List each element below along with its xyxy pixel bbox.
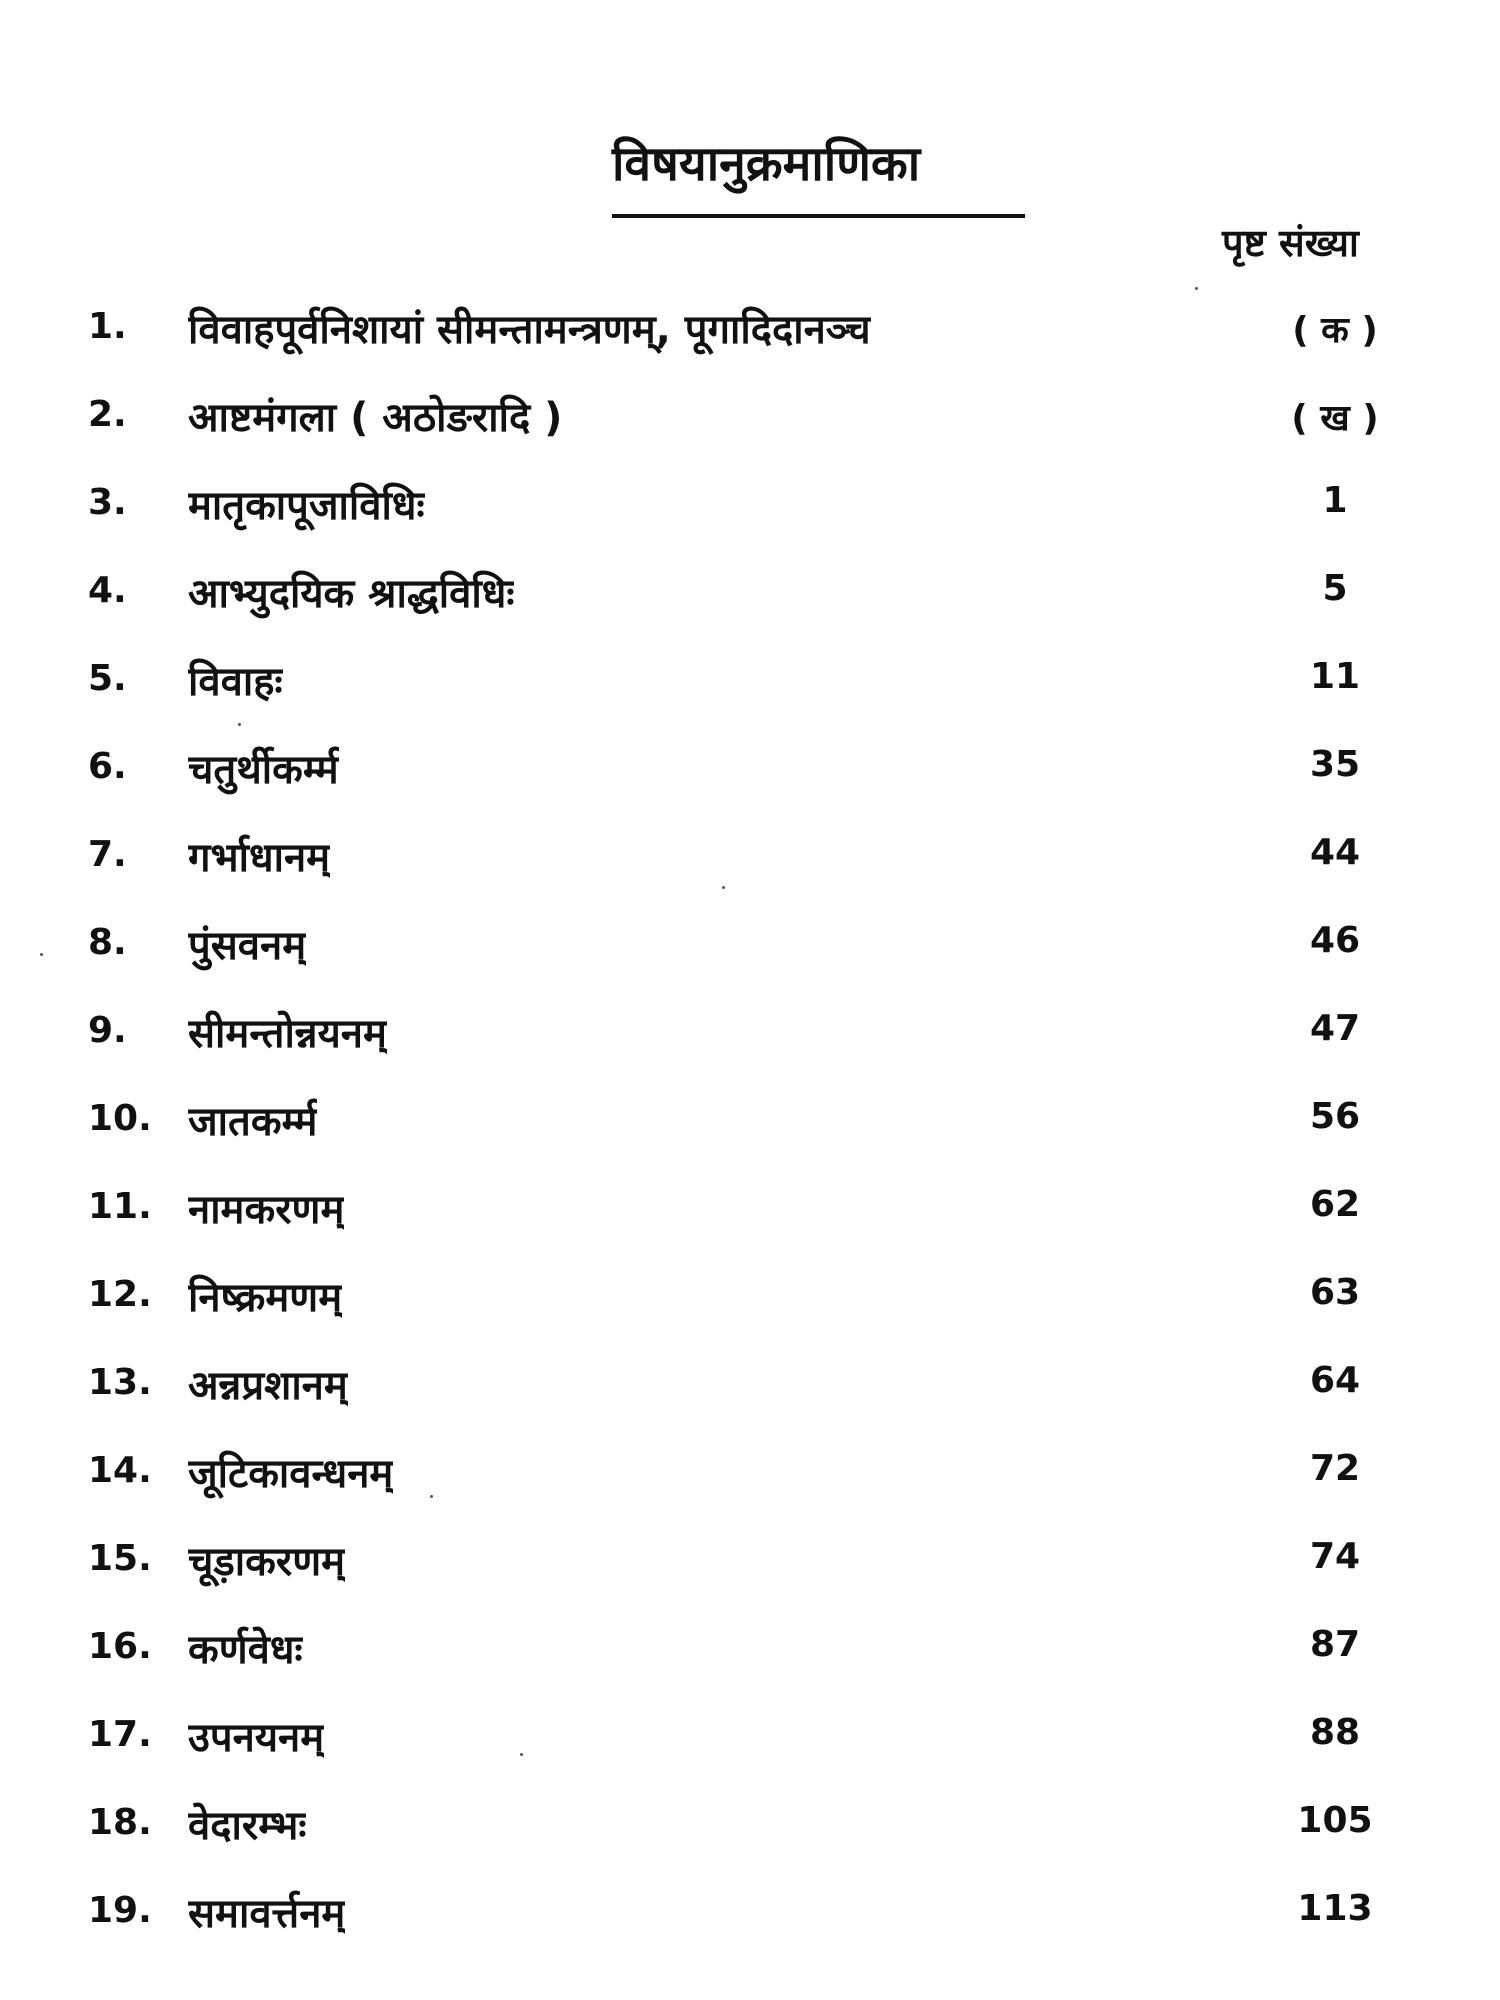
toc-entry-page: ( ख )	[1291, 398, 1379, 439]
toc-entry-title: जातकर्म्म	[188, 1099, 318, 1145]
scan-speck	[520, 1753, 523, 1756]
toc-entry-page: 62	[1309, 1184, 1361, 1225]
toc-entry-page: 35	[1309, 744, 1361, 785]
toc-entry-title: मातृकापूजाविधिः	[188, 483, 425, 529]
toc-entry-number: 2.	[88, 394, 127, 435]
toc-entry	[0, 1436, 1500, 1524]
toc-entry-page: 1	[1322, 480, 1348, 521]
scan-speck	[1195, 287, 1198, 290]
toc-entry-title: निष्क्रमणम्	[188, 1275, 343, 1321]
toc-entry-page: 56	[1309, 1096, 1361, 1137]
toc-entry	[0, 908, 1500, 996]
toc-entry	[0, 1084, 1500, 1172]
toc-entry	[0, 1612, 1500, 1700]
toc-entry	[0, 1700, 1500, 1788]
toc-entry-number: 13.	[88, 1362, 152, 1403]
toc-entry-page: 113	[1297, 1888, 1373, 1929]
toc-entry-title: चतुर्थीकर्म्म	[188, 747, 339, 793]
toc-entry-page: 64	[1309, 1360, 1361, 1401]
toc-entry	[0, 1876, 1500, 1964]
toc-entry-title: उपनयनम्	[188, 1715, 325, 1761]
toc-entry	[0, 1348, 1500, 1436]
toc-entry	[0, 732, 1500, 820]
toc-entry-title: जूटिकावन्धनम्	[188, 1451, 394, 1497]
toc-entry-page: 5	[1322, 568, 1348, 609]
title-underline	[612, 214, 1025, 218]
toc-entry-page: 44	[1309, 832, 1361, 873]
toc-entry-number: 8.	[88, 922, 127, 963]
toc-entry-number: 4.	[88, 570, 127, 611]
toc-entry-page: 74	[1309, 1536, 1361, 1577]
toc-entry-page: 72	[1309, 1448, 1361, 1489]
toc-entry-title: पुंसवनम्	[188, 923, 307, 969]
toc-entry-number: 11.	[88, 1186, 152, 1227]
toc-entry	[0, 1172, 1500, 1260]
toc-entry-number: 1.	[88, 306, 127, 347]
toc-entry-number: 10.	[88, 1098, 152, 1139]
toc-entry-number: 9.	[88, 1010, 127, 1051]
toc-entry	[0, 1788, 1500, 1876]
toc-entry-title: चूड़ाकरणम्	[188, 1539, 346, 1585]
toc-entry	[0, 556, 1500, 644]
page-title: विषयानुक्रमाणिका	[612, 136, 921, 192]
toc-entry	[0, 820, 1500, 908]
scan-speck	[40, 953, 43, 956]
toc-entry-number: 7.	[88, 834, 127, 875]
toc-entry-title: वेदारम्भः	[188, 1803, 307, 1849]
toc-entry-number: 17.	[88, 1714, 152, 1755]
toc-entry-number: 14.	[88, 1450, 152, 1491]
toc-entry-title: समावर्त्तनम्	[188, 1891, 346, 1937]
toc-entry	[0, 644, 1500, 732]
toc-entry-title: अन्नप्रशानम्	[188, 1363, 348, 1409]
toc-entry-number: 16.	[88, 1626, 152, 1667]
toc-entry-number: 12.	[88, 1274, 152, 1315]
toc-entry-page: 105	[1297, 1800, 1373, 1841]
scan-speck	[238, 723, 241, 726]
toc-entry-page: 46	[1309, 920, 1361, 961]
toc-entry-title: कर्णवेधः	[188, 1627, 303, 1673]
toc-entry-title: विवाहः	[188, 659, 283, 705]
toc-entry-page: ( क )	[1292, 310, 1378, 351]
toc-entry	[0, 380, 1500, 468]
toc-entry	[0, 1524, 1500, 1612]
toc-entry-page: 63	[1309, 1272, 1361, 1313]
scan-speck	[722, 886, 725, 889]
page-number-column-label: पृष्ट संख्या	[1222, 221, 1359, 265]
toc-entry-title: गर्भाधानम्	[188, 835, 331, 881]
toc-entry-title: सीमन्तोन्नयनम्	[188, 1011, 387, 1057]
toc-entry-title: आभ्युदयिक श्राद्धविधिः	[188, 571, 515, 617]
toc-entry-number: 5.	[88, 658, 127, 699]
toc-entry-page: 87	[1309, 1624, 1361, 1665]
toc-entry-title: नामकरणम्	[188, 1187, 345, 1233]
table-of-contents	[0, 292, 1500, 1964]
toc-entry	[0, 468, 1500, 556]
toc-entry-number: 15.	[88, 1538, 152, 1579]
toc-entry-number: 6.	[88, 746, 127, 787]
toc-entry	[0, 1260, 1500, 1348]
toc-entry-title: विवाहपूर्वनिशायां सीमन्तामन्त्रणम्, पूगादिदानञ्च	[188, 307, 871, 353]
toc-entry	[0, 292, 1500, 380]
toc-entry-page: 11	[1309, 656, 1361, 697]
toc-entry-number: 19.	[88, 1890, 152, 1931]
toc-entry	[0, 996, 1500, 1084]
toc-entry-number: 18.	[88, 1802, 152, 1843]
toc-entry-title: आष्टमंगला ( अठोङरादि )	[188, 395, 563, 441]
toc-entry-page: 47	[1309, 1008, 1361, 1049]
scan-speck	[430, 1495, 433, 1498]
toc-entry-page: 88	[1309, 1712, 1361, 1753]
toc-entry-number: 3.	[88, 482, 127, 523]
